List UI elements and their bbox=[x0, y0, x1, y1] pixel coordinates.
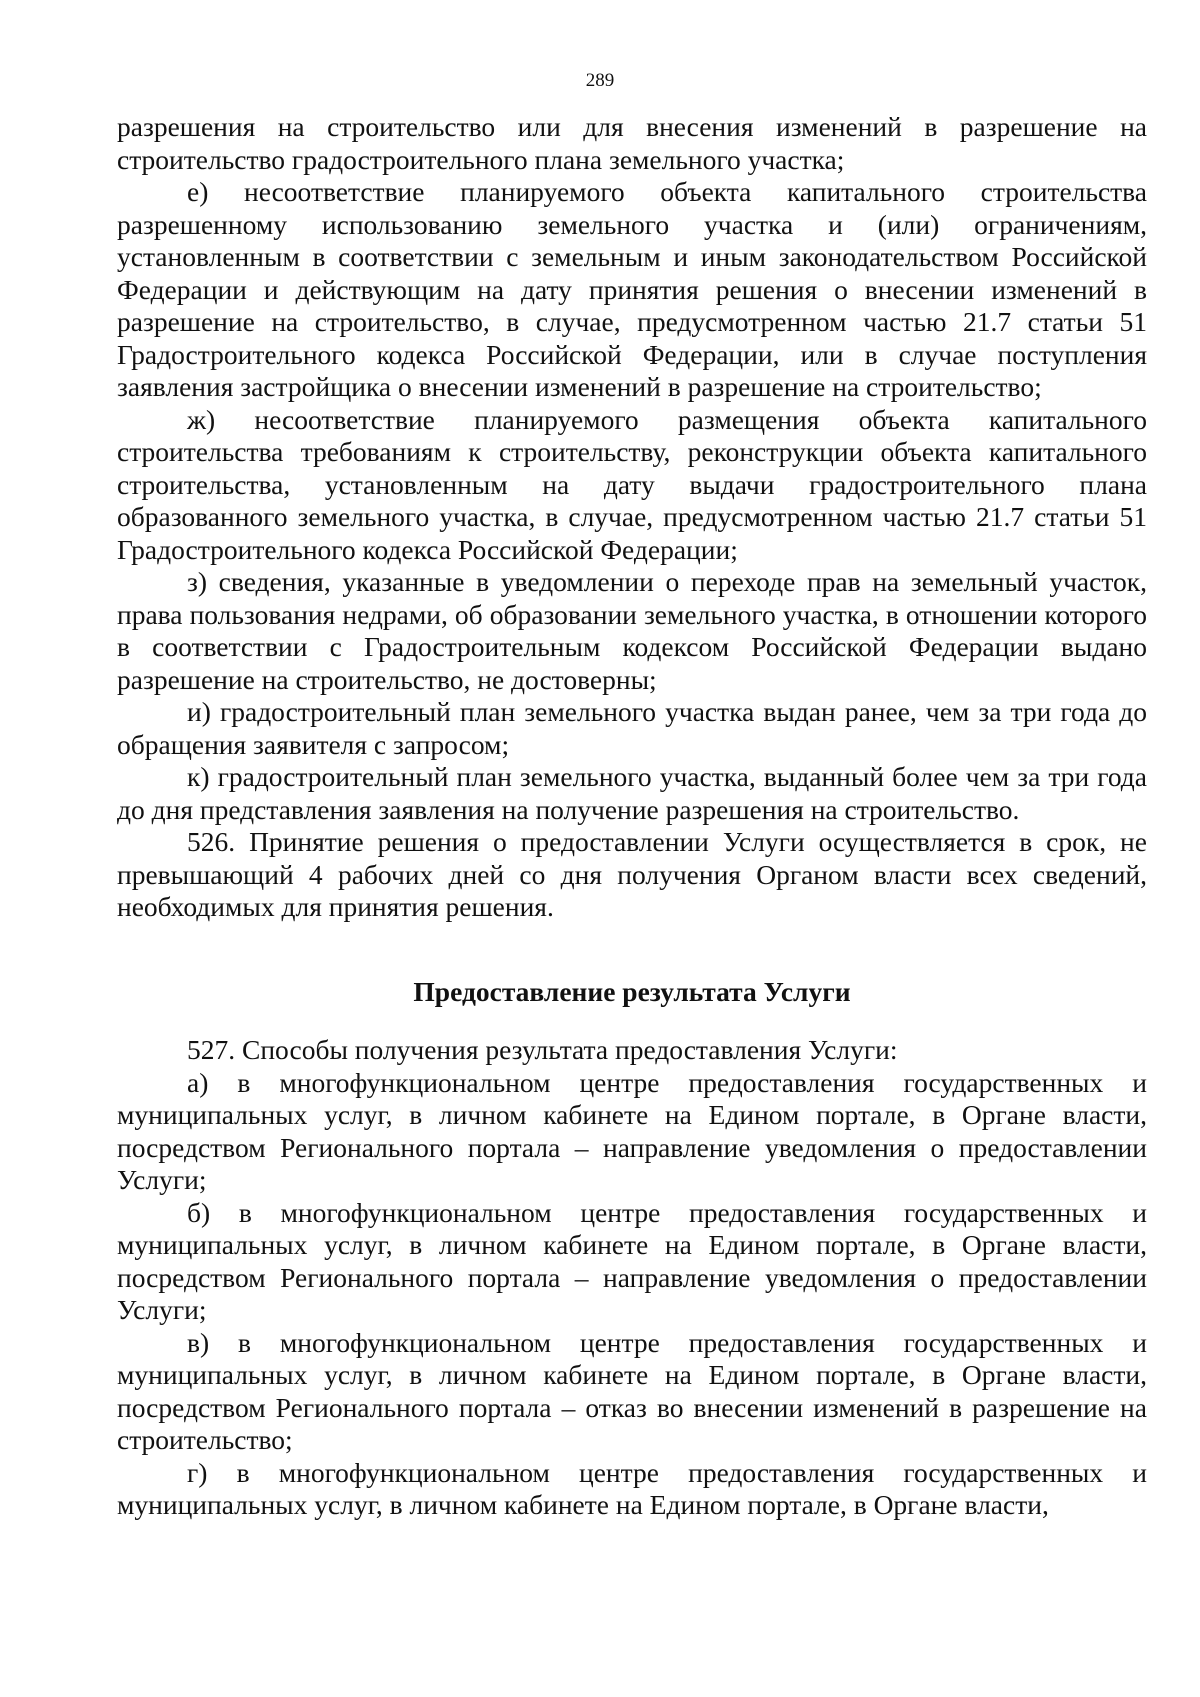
document-body bbox=[117, 111, 1147, 1522]
section-heading: Предоставление результата Услуги bbox=[413, 975, 851, 1007]
paragraph: з) сведения, указанные в уведомлении о переходе прав на земельный участок, права пользования недрами, об образовании земельного участка, в отношении которого в соответствии с Градостроительным кодексом Российской Федерации выдано разрешение на строительство, не достоверны; bbox=[117, 566, 1147, 695]
paragraph: 526. Принятие решения о предоставлении Услуги осуществляется в срок, не превышающий 4 рабочих дней со дня получения Органом власти всех сведений, необходимых для принятия решения. bbox=[117, 826, 1147, 922]
paragraph: ж) несоответствие планируемого размещения объекта капитального строительства требованиям к строительству, реконструкции объекта капитального строительства, установленным на дату выдачи градостроительного плана образованного земельного участка, в случае, предусмотренном частью 21.7 статьи 51 Градостроительного кодекса Российской Федерации; bbox=[117, 403, 1147, 565]
paragraph: к) градостроительный план земельного участка, выданный более чем за три года до дня представления заявления на получение разрешения на строительство. bbox=[117, 761, 1147, 825]
paragraph: б) в многофункциональном центре предоставления государственных и муниципальных услуг, в личном кабинете на Едином портале, в Органе власти, посредством Регионального портала – направление уведомления о предоставлении Услуги; bbox=[117, 1196, 1147, 1325]
paragraph: а) в многофункциональном центре предоставления государственных и муниципальных услуг, в личном кабинете на Едином портале, в Органе власти, посредством Регионального портала – направление уведомления о предоставлении Услуги; bbox=[117, 1066, 1147, 1195]
paragraph: е) несоответствие планируемого объекта капитального строительства разрешенному использованию земельного участка и (или) ограничениям, установленным в соответствии с земельным и иным законодательством Российской Федерации и действующим на дату принятия решения о внесении изменений в разрешение на строительство, в случае, предусмотренном частью 21.7 статьи 51 Градостроительного кодекса Российской Федерации, или в случае поступления заявления застройщика о внесении изменений в разрешение на строительство; bbox=[117, 176, 1147, 402]
paragraph: г) в многофункциональном центре предоставления государственных и муниципальных услуг, в личном кабинете на Едином портале, в Органе власти, bbox=[117, 1456, 1147, 1520]
paragraph: в) в многофункциональном центре предоставления государственных и муниципальных услуг, в личном кабинете на Едином портале, в Органе власти, посредством Регионального портала – отказ во внесении изменений в разрешение на строительство; bbox=[117, 1326, 1147, 1455]
paragraph: и) градостроительный план земельного участка выдан ранее, чем за три года до обращения заявителя с запросом; bbox=[117, 696, 1147, 760]
paragraph: 527. Способы получения результата предоставления Услуги: bbox=[187, 1034, 898, 1065]
page-number: 289 bbox=[585, 70, 615, 91]
paragraph: разрешения на строительство или для внесения изменений в разрешение на строительство градостроительного плана земельного участка; bbox=[117, 111, 1147, 175]
